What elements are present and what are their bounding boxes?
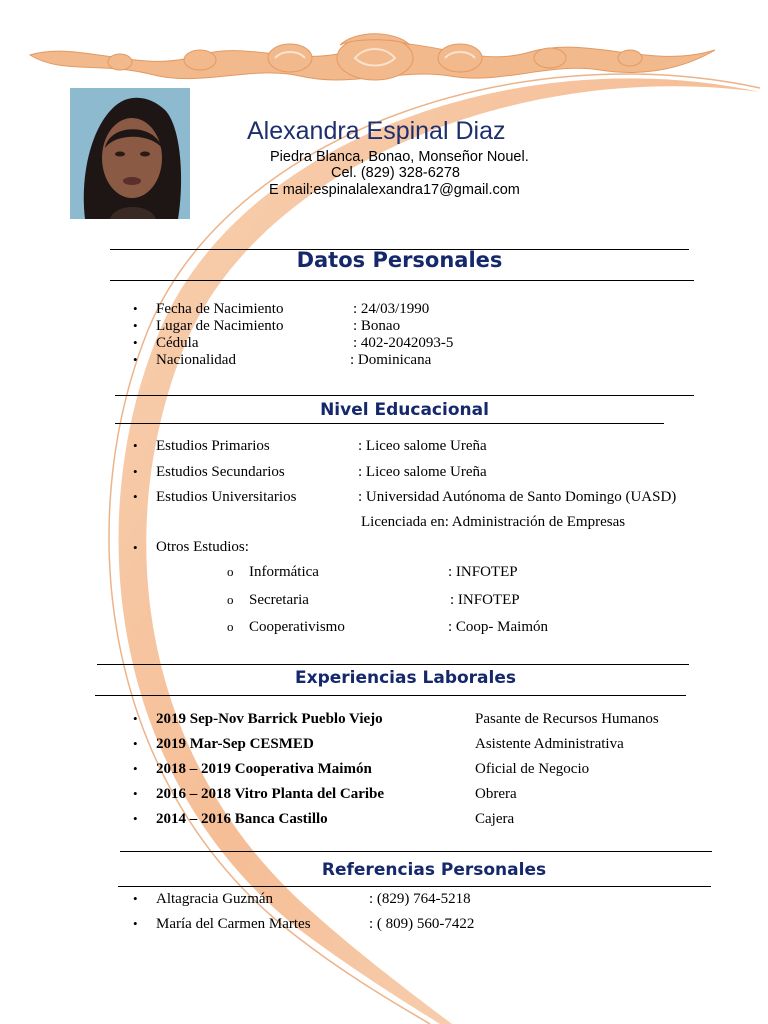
experience-item-label: 2019 Mar-Sep CESMED	[156, 736, 314, 752]
section-rule	[110, 280, 694, 281]
personal-item-label: Nacionalidad	[156, 352, 236, 368]
bullet: •	[133, 916, 138, 931]
experience-item-value: Oficial de Negocio	[475, 761, 590, 777]
personal-item-value: : Bonao	[353, 318, 401, 334]
personal-item-label: Lugar de Nacimiento	[156, 318, 284, 334]
bullet: •	[133, 489, 138, 504]
section-title-experience: Experiencias Laborales	[294, 668, 517, 688]
experience-item-label: 2018 – 2019 Cooperativa Maimón	[156, 761, 372, 777]
bullet: •	[133, 811, 138, 826]
section-rule	[115, 423, 664, 424]
bullet: •	[133, 438, 138, 453]
section-rule	[115, 395, 694, 396]
degree-text: Licenciada en: Administración de Empresas	[361, 514, 626, 530]
experience-item-value: Cajera	[475, 811, 515, 827]
section-rule	[118, 886, 711, 887]
section-title-personal: Datos Personales	[296, 248, 503, 272]
other-study-label: Secretaria	[249, 592, 309, 608]
sub-bullet: o	[227, 592, 234, 607]
bullet: •	[133, 335, 138, 350]
education-item-value: : Liceo salome Ureña	[358, 464, 487, 480]
other-study-label: Cooperativismo	[249, 619, 345, 635]
bullet: •	[133, 318, 138, 333]
bullet: •	[133, 736, 138, 751]
personal-item-value: : 402-2042093-5	[353, 335, 454, 351]
other-study-value: : INFOTEP	[450, 592, 520, 608]
bullet: •	[133, 540, 138, 555]
bullet: •	[133, 711, 138, 726]
section-rule	[95, 695, 686, 696]
experience-item-value: Obrera	[475, 786, 517, 802]
profile-photo	[70, 88, 190, 219]
bullet: •	[133, 464, 138, 479]
section-title-education: Nivel Educacional	[320, 400, 489, 420]
email: E mail:espinalalexandra17@gmail.com	[269, 182, 520, 198]
bullet: •	[133, 301, 138, 316]
other-studies-label: Otros Estudios:	[156, 539, 249, 555]
other-study-value: : Coop- Maimón	[448, 619, 548, 635]
education-item-label: Estudios Secundarios	[156, 464, 285, 480]
section-rule	[120, 851, 712, 852]
experience-item-value: Pasante de Recursos Humanos	[475, 711, 659, 727]
education-item-value: : Liceo salome Ureña	[358, 438, 487, 454]
section-title-references: Referencias Personales	[321, 860, 547, 880]
reference-item-value: : ( 809) 560-7422	[369, 916, 475, 932]
section-rule	[97, 664, 689, 665]
other-study-label: Informática	[249, 564, 319, 580]
personal-item-label: Cédula	[156, 335, 199, 351]
bullet: •	[133, 891, 138, 906]
education-item-value: : Universidad Autónoma de Santo Domingo (UASD)	[358, 489, 677, 505]
reference-item-value: : (829) 764-5218	[369, 891, 471, 907]
education-item-label: Estudios Primarios	[156, 438, 270, 454]
experience-item-value: Asistente Administrativa	[475, 736, 624, 752]
bullet: •	[133, 786, 138, 801]
candidate-name: Alexandra Espinal Diaz	[247, 117, 506, 145]
education-item-label: Estudios Universitarios	[156, 489, 297, 505]
personal-item-label: Fecha de Nacimiento	[156, 301, 284, 317]
experience-item-label: 2014 – 2016 Banca Castillo	[156, 811, 328, 827]
sub-bullet: o	[227, 619, 234, 634]
reference-item-label: María del Carmen Martes	[156, 916, 311, 932]
personal-item-value: : 24/03/1990	[353, 301, 430, 317]
bullet: •	[133, 352, 138, 367]
bullet: •	[133, 761, 138, 776]
other-study-value: : INFOTEP	[448, 564, 518, 580]
reference-item-label: Altagracia Guzmán	[156, 891, 274, 907]
phone: Cel. (829) 328-6278	[331, 165, 460, 181]
personal-item-value: : Dominicana	[350, 352, 432, 368]
experience-item-label: 2016 – 2018 Vitro Planta del Caribe	[156, 786, 385, 802]
experience-item-label: 2019 Sep-Nov Barrick Pueblo Viejo	[156, 711, 383, 727]
address: Piedra Blanca, Bonao, Monseñor Nouel.	[270, 149, 529, 165]
sub-bullet: o	[227, 564, 234, 579]
